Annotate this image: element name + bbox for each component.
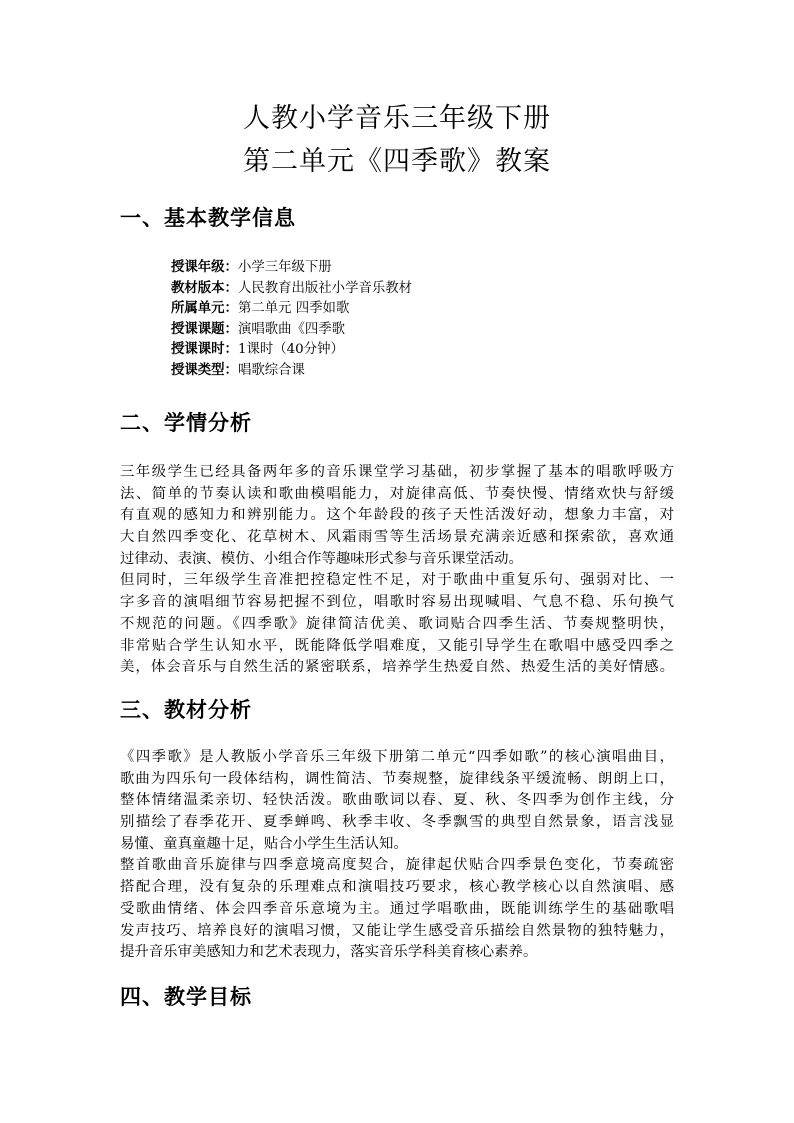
material-analysis-text — [120, 747, 674, 964]
student-analysis-text — [120, 462, 674, 679]
paragraph-line: 过律动、表演、模仿、小组合作等趣味形式参与音乐课堂活动。 — [120, 550, 523, 567]
info-row-grade — [171, 258, 691, 279]
paragraph-line: 发声技巧、培养良好的演唱习惯，又能让学生感受音乐描绘自然景物的独特魅力， — [120, 922, 674, 939]
document-title-line-1: 人教小学音乐三年级下册 — [243, 103, 551, 134]
section-heading-basic-info: 一、基本教学信息 — [120, 206, 296, 230]
paragraph-line: 法、简单的节奏认读和歌曲模唱能力，对旋律高低、节奏快慢、情绪欢快与舒缓 — [120, 485, 674, 502]
info-key: 所属单元： — [171, 301, 238, 317]
info-value: 人民教育出版社小学音乐教材 — [237, 280, 413, 296]
paragraph-line: 歌曲为四乐句一段体结构，调性简洁、节奏规整，旋律线条平缓流畅、朗朗上口， — [120, 770, 674, 787]
paragraph-line: 《四季歌》是人教版小学音乐三年级下册第二单元“四季如歌”的核心演唱曲目， — [120, 749, 674, 765]
paragraph-line: 别描绘了春季花开、夏季蝉鸣、秋季丰收、冬季飘雪的典型自然景象，语言浅显 — [120, 814, 674, 831]
paragraph-line: 三年级学生已经具备两年多的音乐课堂学习基础，初步掌握了基本的唱歌呼吸方 — [120, 464, 674, 480]
paragraph-line: 整首歌曲音乐旋律与四季意境高度契合，旋律起伏贴合四季景色变化，节奏疏密 — [120, 857, 674, 874]
paragraph-line: 非常贴合学生认知水平，既能降低学唱难度，又能引导学生在歌唱中感受四季之 — [120, 637, 674, 654]
section-heading-student-analysis: 二、学情分析 — [120, 411, 252, 435]
paragraph-line: 搭配合理，没有复杂的乐理难点和演唱技巧要求，核心教学核心以自然演唱、感 — [120, 879, 674, 896]
info-value: 第二单元 四季如歌 — [237, 301, 350, 317]
info-key: 授课课题： — [171, 321, 238, 337]
paragraph-line: 提升音乐审美感知力和艺术表现力，落实音乐学科美育核心素养。 — [120, 944, 538, 961]
paragraph-line: 受歌曲情绪、体会四季音乐意境为主。通过学唱歌曲，既能训练学生的基础歌唱 — [120, 900, 674, 917]
paragraph-line: 但同时，三年级学生音准把控稳定性不足，对于歌曲中重复乐句、强弱对比、一 — [120, 572, 674, 589]
section-heading-material-analysis: 三、教材分析 — [120, 698, 252, 722]
paragraph-line: 字多音的演唱细节容易把握不到位，唱歌时容易出现喊唱、气息不稳、乐句换气 — [120, 594, 674, 611]
paragraph-line: 美，体会音乐与自然生活的紧密联系，培养学生热爱自然、热爱生活的美好情感。 — [120, 659, 674, 676]
info-key: 授课类型： — [171, 362, 238, 378]
info-row-type — [171, 361, 691, 382]
info-key: 授课课时： — [171, 342, 238, 358]
section-heading-teaching-goals: 四、教学目标 — [120, 985, 252, 1009]
paragraph-line: 有直观的感知力和辨别能力。这个年龄段的孩子天性活泼好动，想象力丰富，对 — [120, 507, 674, 524]
info-value: 1课时（40分钟） — [237, 342, 344, 358]
paragraph-line: 不规范的问题。《四季歌》旋律简洁优美、歌词贴合四季生活、节奏规整明快， — [120, 615, 674, 632]
info-row-duration — [171, 340, 691, 361]
paragraph-line: 大自然四季变化、花草树木、风霜雨雪等生活场景充满亲近感和探索欲，喜欢通 — [120, 529, 674, 546]
info-value: 小学三年级下册 — [237, 260, 332, 275]
info-value: 演唱歌曲《四季歌 — [237, 321, 346, 337]
document-title-line-2: 第二单元《四季歌》教案 — [243, 146, 551, 177]
info-row-topic — [171, 320, 691, 341]
info-value: 唱歌综合课 — [237, 362, 305, 378]
paragraph-line: 易懂、童真童趣十足，贴合小学生生活认知。 — [120, 835, 408, 852]
info-row-unit — [171, 299, 691, 320]
info-row-edition — [171, 279, 691, 300]
paragraph-line: 整体情绪温柔亲切、轻快活泼。歌曲歌词以春、夏、秋、冬四季为创作主线，分 — [120, 792, 674, 809]
info-key: 授课年级： — [171, 260, 238, 275]
basic-info-list — [171, 258, 691, 382]
info-key: 教材版本： — [171, 280, 238, 296]
